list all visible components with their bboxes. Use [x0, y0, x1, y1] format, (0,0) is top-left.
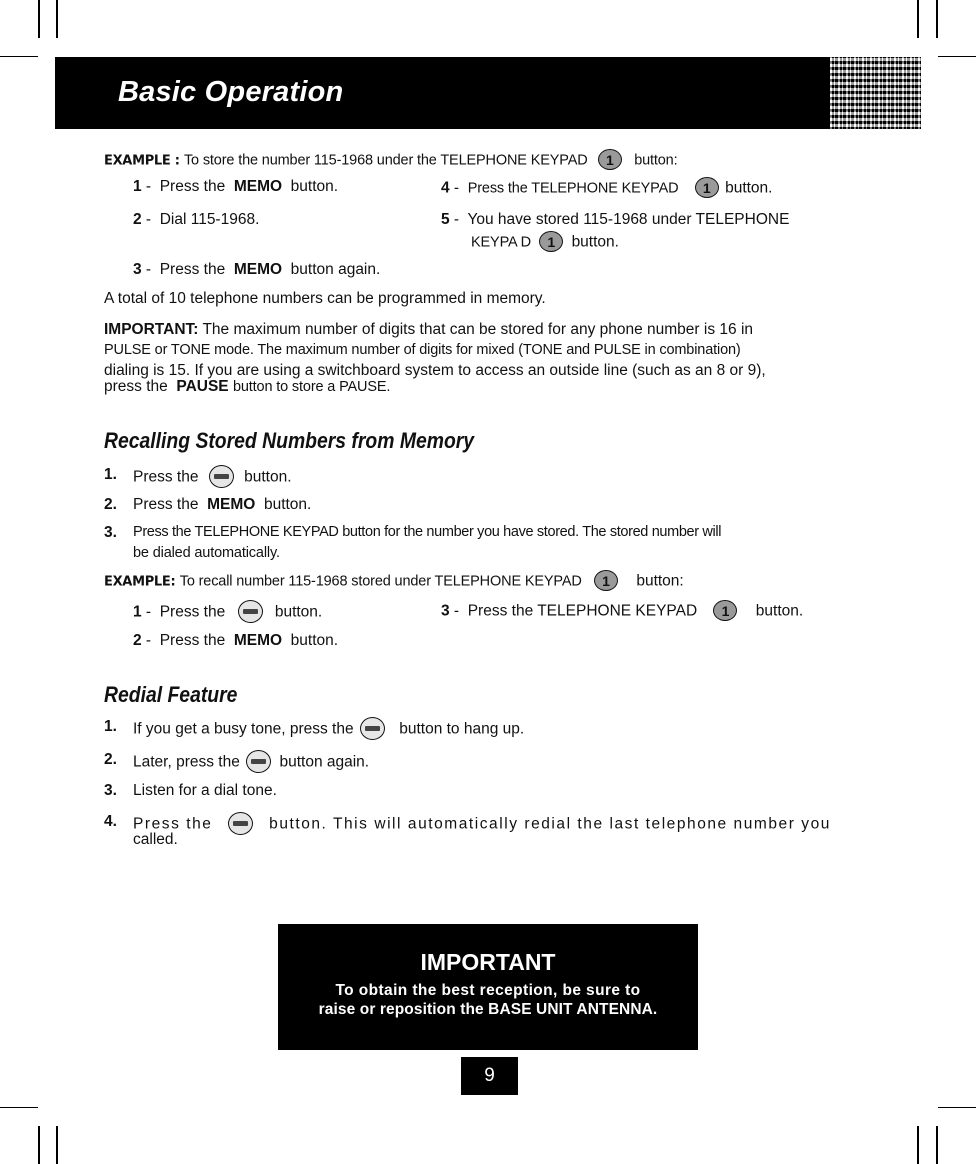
redial-item-2	[104, 751, 370, 771]
keypad-1-icon: 1	[695, 177, 719, 198]
talk-button-icon	[228, 812, 253, 835]
example-store-line	[104, 150, 677, 171]
step-text: button again.	[290, 261, 381, 278]
item-number: 1.	[104, 466, 117, 483]
important-notice-box	[278, 924, 698, 1050]
recall-item-3-cont: be dialed automatically.	[133, 545, 280, 561]
step-text: Press the	[159, 632, 226, 649]
item-text: Listen for a dial tone.	[133, 782, 277, 799]
crop-mark	[56, 1126, 58, 1164]
crop-mark	[917, 1126, 919, 1164]
section-heading-redial: Redial Feature	[104, 682, 238, 707]
redial-item-1	[104, 718, 525, 738]
example-text: To store the number 115-1968 under the TELEPHONE KEYPAD	[183, 152, 588, 169]
item-text: button again.	[279, 753, 370, 771]
item-text: Press the	[133, 468, 199, 486]
step-text: Press the TELEPHONE KEYPAD	[467, 602, 698, 620]
item-text: button to hang up.	[399, 720, 525, 738]
recall-item-3	[104, 524, 722, 542]
example-suffix: button:	[634, 152, 678, 169]
keypad-1-icon: 1	[539, 231, 563, 252]
header-bar	[55, 57, 921, 129]
keypad-1-icon: 1	[598, 149, 622, 170]
step-text: button.	[725, 179, 773, 197]
step-text: KEYPA D	[471, 234, 531, 251]
item-text: button.	[244, 468, 292, 486]
item-number: 2.	[104, 751, 117, 768]
crop-mark	[936, 1126, 938, 1164]
crop-mark	[0, 56, 38, 57]
crop-mark	[938, 1107, 976, 1108]
store-step-3: 3 - Press the MEMO button again.	[133, 261, 381, 278]
memo-key-label: MEMO	[233, 178, 283, 195]
item-text: Later, press the	[133, 753, 240, 771]
important-notice-text	[278, 981, 698, 1019]
important-text: dialing is 15. If you are using a switchboard system to access an outside line (such as an 8 or 9),	[104, 362, 766, 379]
step-number: 2	[133, 632, 142, 649]
item-text: Press the	[133, 496, 199, 513]
recall-step-2: 2 - Press the MEMO button.	[133, 632, 339, 649]
talk-button-icon	[238, 600, 263, 623]
step-text: Press the	[159, 178, 226, 195]
important-notice-line: raise or reposition the BASE UNIT ANTENNA.	[318, 1001, 658, 1018]
redial-item-4-cont: called.	[133, 831, 178, 848]
step-text: Press the	[159, 603, 226, 621]
step-number: 1	[133, 603, 142, 621]
store-step-1: 1 - Press the MEMO button.	[133, 178, 339, 195]
important-text: press the	[104, 378, 168, 395]
step-text: Press the	[159, 261, 226, 278]
important-para-line-4	[104, 378, 390, 396]
crop-mark	[938, 56, 976, 57]
step-text: button.	[571, 233, 619, 251]
redial-item-4	[104, 813, 831, 833]
halftone-pattern-overlay	[830, 57, 921, 129]
step-text: Press the TELEPHONE KEYPAD	[467, 180, 679, 197]
page-title: Basic Operation	[118, 76, 344, 108]
important-para-line-2: PULSE or TONE mode. The maximum number of digits for mixed (TONE and PULSE in combination)	[104, 342, 741, 358]
store-step-4: 4 - Press the TELEPHONE KEYPAD 1 button.	[441, 178, 772, 199]
store-step-2: 2 - Dial 115-1968.	[133, 211, 260, 228]
recall-item-1	[104, 466, 292, 486]
item-text: Press the	[133, 815, 213, 833]
crop-mark	[38, 0, 40, 38]
item-number: 3.	[104, 782, 117, 799]
item-number: 3.	[104, 524, 117, 541]
recall-item-2	[104, 496, 312, 514]
important-para-line-1	[104, 321, 828, 339]
talk-button-icon	[246, 750, 271, 773]
redial-item-3	[104, 782, 277, 800]
crop-mark	[917, 0, 919, 38]
talk-button-icon	[209, 465, 234, 488]
talk-button-icon	[360, 717, 385, 740]
example-label: EXAMPLE :	[104, 153, 180, 169]
keypad-1-icon: 1	[713, 600, 737, 621]
crop-mark	[56, 0, 58, 38]
store-step-5: 5 - You have stored 115-1968 under TELEPHONE	[441, 211, 790, 228]
example-text: To recall number 115-1968 stored under TELEPHONE KEYPAD	[179, 573, 582, 590]
important-para-line-3	[104, 356, 766, 379]
step-text: Dial 115-1968.	[159, 211, 260, 228]
important-notice-line: To obtain the best reception, be sure to	[335, 982, 641, 999]
item-number: 1.	[104, 718, 117, 735]
total-note: A total of 10 telephone numbers can be programmed in memory.	[104, 290, 546, 307]
memo-key-label: MEMO	[233, 261, 283, 278]
crop-mark	[936, 0, 938, 38]
important-notice-title: IMPORTANT	[420, 949, 556, 975]
recall-step-1: 1 - Press the button.	[133, 601, 322, 624]
item-number: 4.	[104, 813, 117, 830]
pause-key-label: PAUSE	[176, 378, 229, 395]
important-label: IMPORTANT:	[104, 321, 199, 338]
item-text: button. This will automatically redial the last telephone number you	[269, 815, 831, 833]
crop-mark	[0, 1107, 38, 1108]
memo-key-label: MEMO	[207, 496, 256, 513]
recall-step-3: 3 - Press the TELEPHONE KEYPAD 1 button.	[441, 601, 803, 622]
item-text: If you get a busy tone, press the	[133, 720, 354, 738]
item-number: 2.	[104, 496, 117, 513]
example-recall-line	[104, 571, 684, 592]
important-text: button to store a PAUSE.	[232, 379, 391, 395]
page-number: 9	[461, 1057, 518, 1095]
step-number: 1	[133, 178, 142, 195]
step-number: 5	[441, 211, 450, 228]
step-number: 4	[441, 179, 450, 197]
example-label: EXAMPLE:	[104, 574, 176, 590]
step-text: You have stored 115-1968 under TELEPHONE	[467, 211, 790, 228]
item-text: button.	[263, 496, 312, 513]
section-heading-recall: Recalling Stored Numbers from Memory	[104, 428, 475, 453]
step-text: button.	[290, 632, 339, 649]
store-step-5-cont	[471, 232, 619, 253]
keypad-1-icon: 1	[594, 570, 618, 591]
memo-key-label: MEMO	[233, 632, 283, 649]
important-text: The maximum number of digits that can be stored for any phone number is 16 in	[202, 321, 754, 338]
step-number: 3	[441, 602, 450, 620]
crop-mark	[38, 1126, 40, 1164]
step-text: button.	[755, 602, 804, 620]
step-number: 2	[133, 211, 142, 228]
step-text: button.	[290, 178, 339, 195]
example-suffix: button:	[636, 572, 684, 590]
item-text: Press the TELEPHONE KEYPAD button for the number you have stored. The stored number will	[133, 524, 722, 540]
step-number: 3	[133, 261, 142, 278]
step-text: button.	[274, 603, 323, 621]
